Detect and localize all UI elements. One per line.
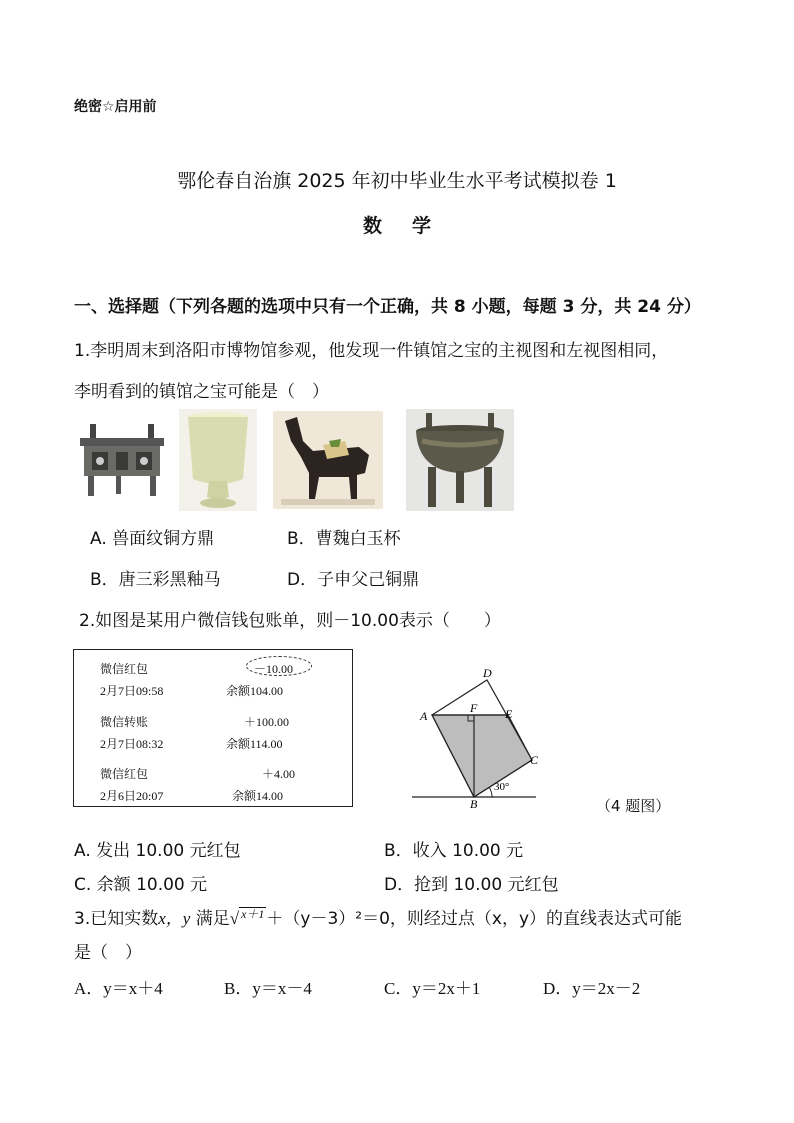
sqrt-sign: √: [229, 909, 240, 928]
q3-option-d[interactable]: D．y＝2x－2: [543, 979, 641, 998]
bill-row2-balance: 余额114.00: [226, 737, 283, 751]
subject-title: 数学: [362, 215, 461, 237]
figure-caption: （4 题图）: [596, 797, 671, 815]
bill-row1-amount: －10.00: [254, 662, 294, 676]
geometry-figure: [410, 666, 550, 812]
label-c: C: [530, 753, 539, 767]
q3-after: ＋（y－3）²＝0，则经过点（x，y）的直线表达式可能: [266, 909, 683, 929]
q1-option-b[interactable]: B．曹魏白玉杯: [287, 529, 401, 549]
label-f: F: [470, 701, 478, 715]
q1-line2: 李明看到的镇馆之宝可能是（ ）: [74, 382, 329, 402]
angle-label: 30°: [494, 781, 510, 793]
bill-row2-amount: ＋100.00: [244, 715, 290, 729]
angle-arc: [489, 787, 492, 797]
bill-row2-name: 微信转账: [100, 715, 149, 729]
wechat-bill-box: [73, 649, 353, 807]
label-a: A: [420, 709, 428, 723]
q1-option-c[interactable]: B．唐三彩黑釉马: [90, 570, 221, 590]
bill-row3-name: 微信红包: [100, 767, 149, 781]
secret-label: 绝密☆启用前: [74, 99, 157, 115]
bill-row1-time: 2月7日09:58: [100, 684, 164, 698]
bronze-ding-image: [406, 409, 514, 511]
label-e: E: [505, 707, 513, 721]
q3-mid: 满足: [190, 909, 230, 929]
sqrt-radicand: x＋1: [241, 907, 265, 921]
q2-text: 2.如图是某用户微信钱包账单，则－10.00表示（ ）: [79, 611, 501, 631]
q2-option-d[interactable]: D．抢到 10.00 元红包: [384, 875, 559, 895]
bill-row3-time: 2月6日20:07: [100, 789, 164, 803]
bill-row2-time: 2月7日08:32: [100, 737, 164, 751]
q3-line1: [74, 904, 682, 929]
bill-row3-balance: 余额14.00: [232, 789, 284, 803]
q2-option-b[interactable]: B．收入 10.00 元: [384, 841, 524, 861]
label-d: D: [483, 666, 492, 680]
q3-prefix: 3.已知实数: [74, 909, 159, 929]
q2-option-a[interactable]: A. 发出 10.00 元红包: [74, 841, 241, 861]
tang-sancai-horse-image: [273, 411, 383, 509]
q3-option-c[interactable]: C．y＝2x＋1: [384, 979, 481, 998]
white-jade-cup-image: [179, 409, 257, 511]
q3-line2: 是（ ）: [74, 943, 142, 963]
q1-option-a[interactable]: A. 兽面纹铜方鼎: [90, 529, 215, 549]
q3-vars: x，y: [158, 909, 191, 928]
section-heading: 一、选择题（下列各题的选项中只有一个正确，共 8 小题，每题 3 分，共 24 分）: [74, 297, 701, 317]
q1-option-d[interactable]: D．子申父己铜鼎: [287, 570, 420, 590]
q2-option-c[interactable]: C. 余额 10.00 元: [74, 875, 208, 895]
q3-option-b[interactable]: B．y＝x－4: [224, 979, 312, 998]
q1-line1: 1.李明周末到洛阳市博物馆参观，他发现一件镇馆之宝的主视图和左视图相同，: [74, 341, 669, 361]
q3-option-a[interactable]: A．y＝x＋4: [74, 979, 163, 998]
bill-row1-balance: 余额104.00: [226, 684, 284, 698]
label-b: B: [470, 797, 478, 811]
bill-row3-amount: ＋4.00: [262, 767, 296, 781]
exam-title: 鄂伦春自治旗 2025 年初中毕业生水平考试模拟卷 1: [177, 170, 617, 192]
shaded-quadrilateral: [432, 715, 532, 797]
bronze-square-ding-image: [76, 418, 168, 500]
bill-row1-name: 微信红包: [100, 662, 149, 676]
